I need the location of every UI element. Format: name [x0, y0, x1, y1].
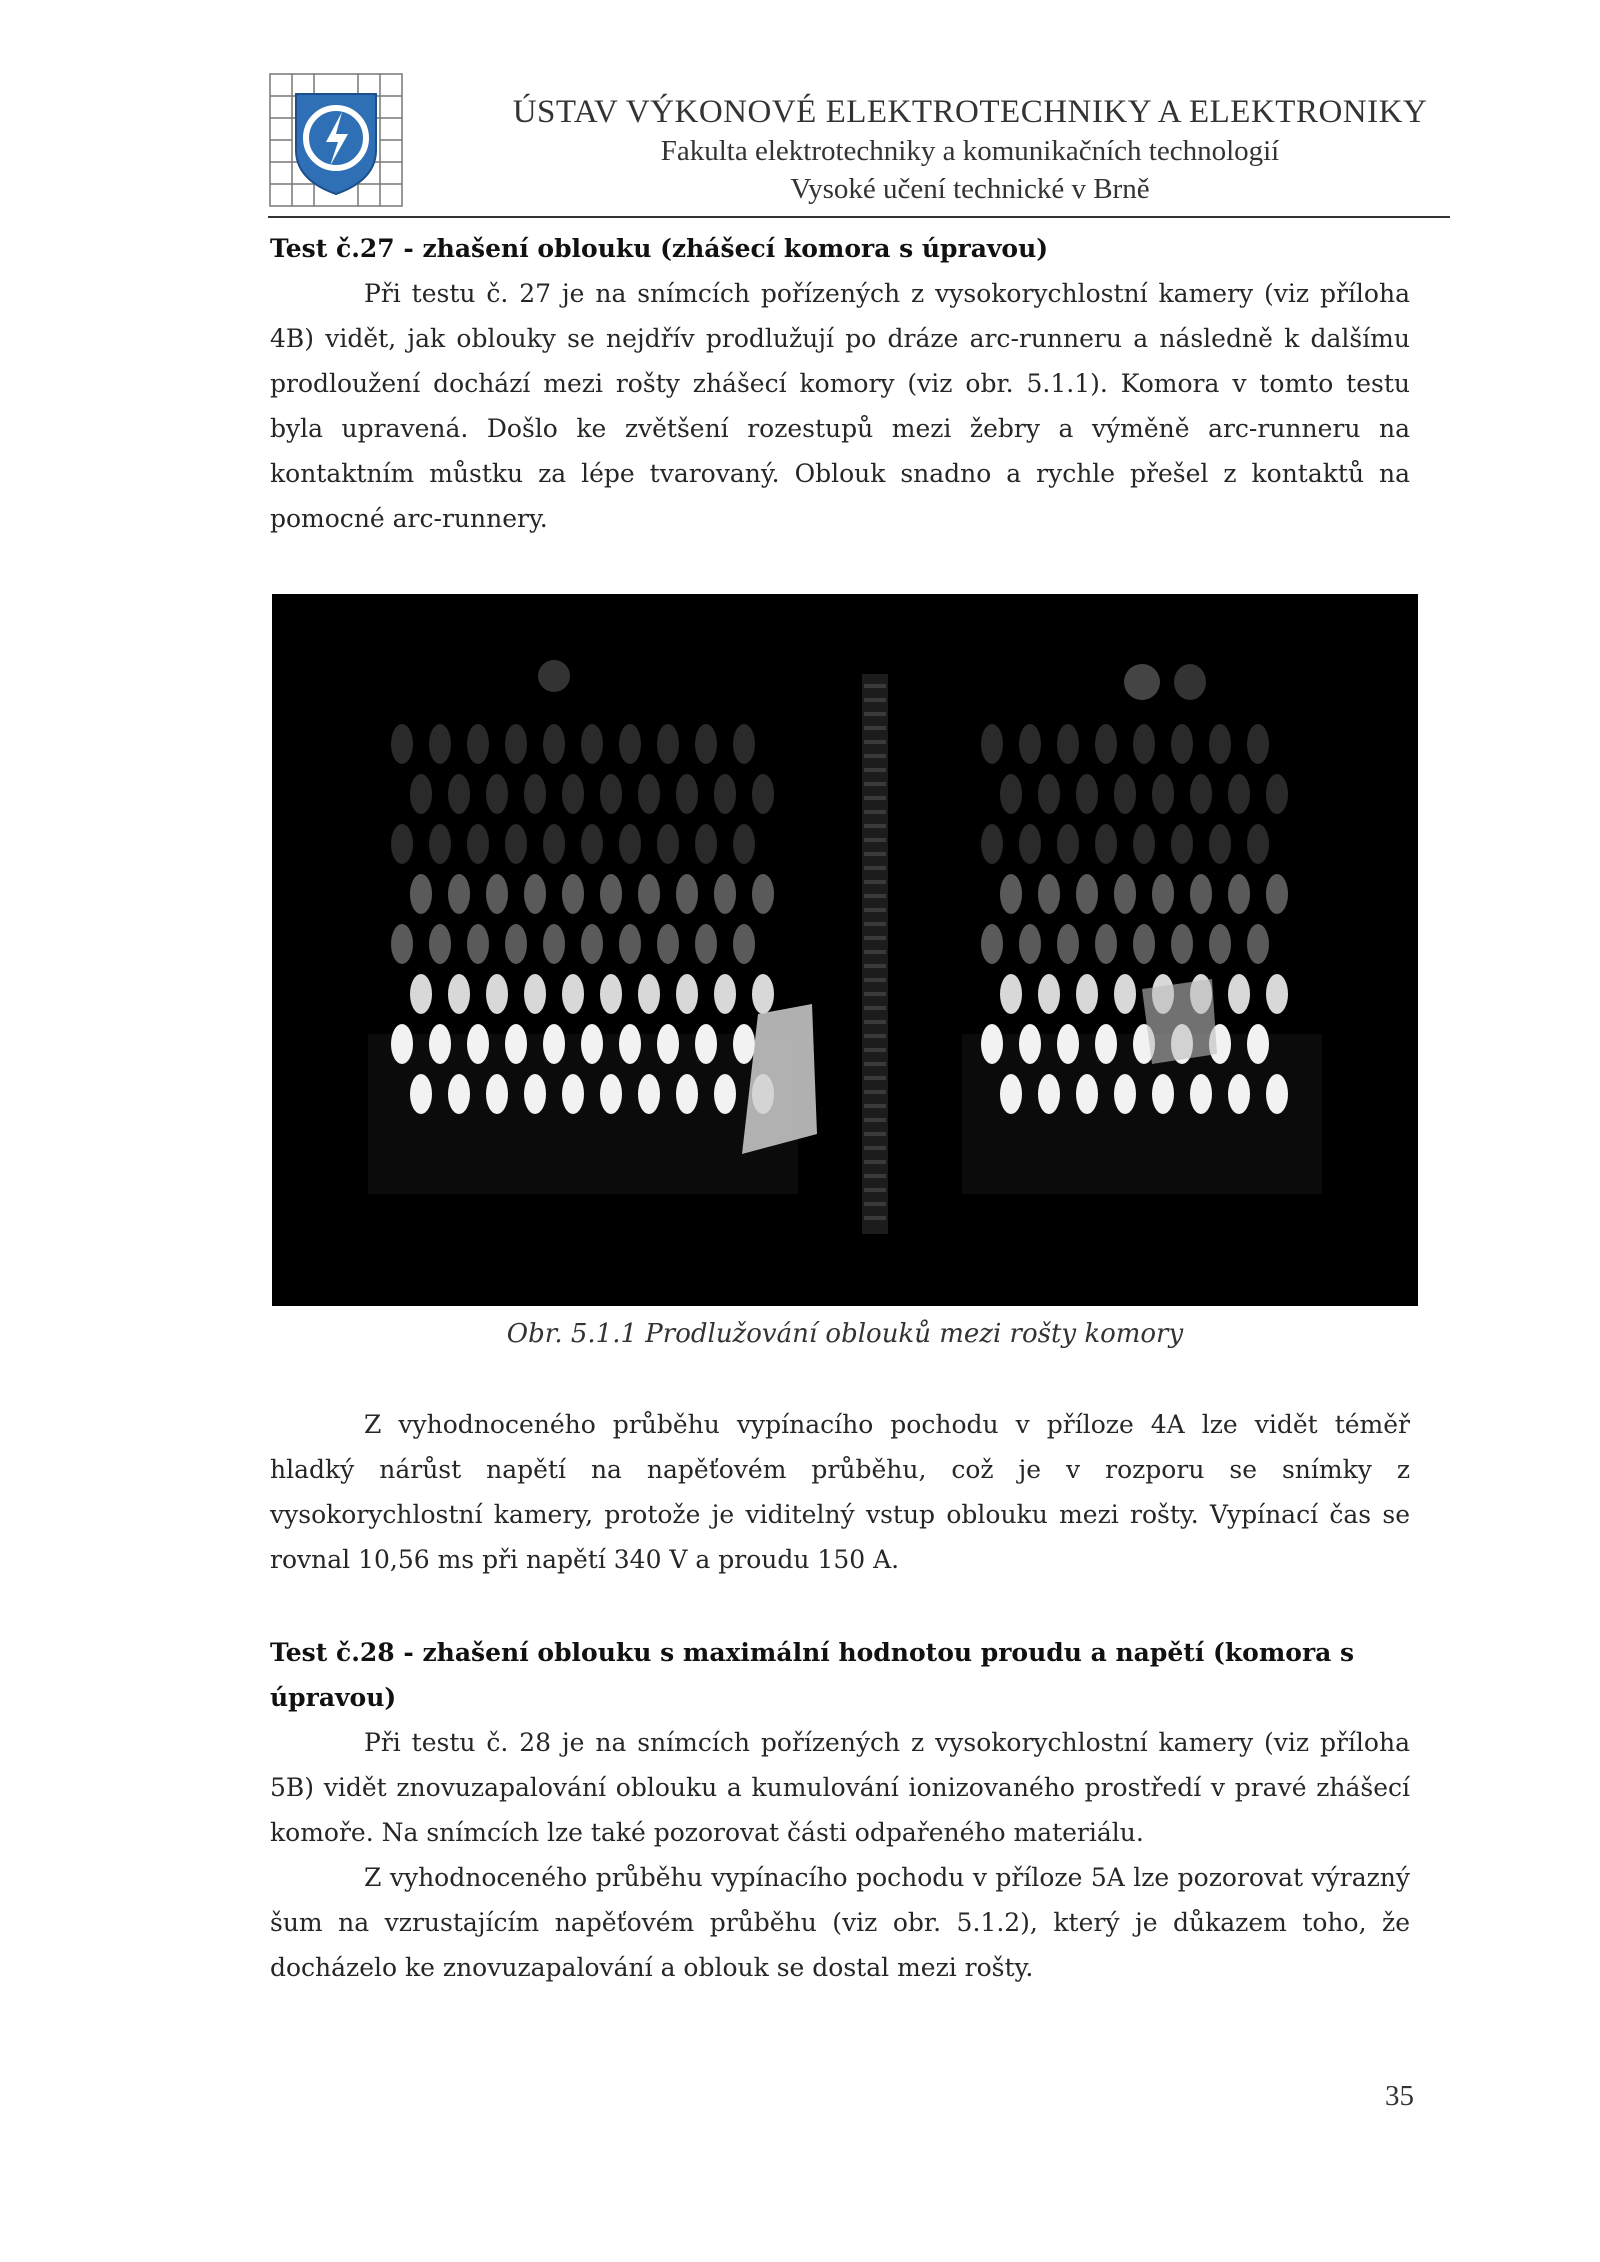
section-test-28: [270, 1630, 1410, 1990]
grid-hole: [1152, 774, 1174, 814]
grid-hole: [1247, 1024, 1269, 1064]
grid-hole: [1057, 1024, 1079, 1064]
grid-hole: [1247, 924, 1269, 964]
grid-hole: [543, 924, 565, 964]
grid-hole: [600, 874, 622, 914]
grid-hole: [429, 1024, 451, 1064]
grid-hole: [391, 924, 413, 964]
grid-hole: [467, 724, 489, 764]
grid-hole: [714, 1074, 736, 1114]
section-test-27-evaluation: [270, 1402, 1410, 1582]
grid-hole: [1190, 874, 1212, 914]
grid-hole: [1133, 824, 1155, 864]
grid-hole: [638, 774, 660, 814]
grid-hole: [486, 1074, 508, 1114]
grid-hole: [1076, 1074, 1098, 1114]
rail-tick: [864, 978, 886, 982]
grid-hole: [676, 974, 698, 1014]
grid-hole: [524, 1074, 546, 1114]
grid-hole: [391, 1024, 413, 1064]
grid-hole: [562, 874, 584, 914]
grid-hole: [1228, 974, 1250, 1014]
rail-tick: [864, 1104, 886, 1108]
grid-hole: [562, 774, 584, 814]
grid-hole: [1133, 724, 1155, 764]
rail-tick: [864, 726, 886, 730]
grid-hole: [1247, 824, 1269, 864]
university-name: Vysoké učení technické v Brně: [790, 173, 1150, 205]
rail-tick: [864, 936, 886, 940]
grid-hole: [752, 974, 774, 1014]
grid-hole: [600, 974, 622, 1014]
grid-hole: [1171, 924, 1193, 964]
grid-hole: [1247, 724, 1269, 764]
rail-tick: [864, 950, 886, 954]
rail-tick: [864, 1048, 886, 1052]
rail-tick: [864, 852, 886, 856]
faculty-name: Fakulta elektrotechniky a komunikačních technologií: [660, 135, 1280, 167]
rail-tick: [864, 1188, 886, 1192]
rail-tick: [864, 1132, 886, 1136]
grid-hole: [543, 724, 565, 764]
grid-hole: [429, 924, 451, 964]
grid-hole: [1209, 724, 1231, 764]
rail-tick: [864, 698, 886, 702]
grid-hole: [448, 774, 470, 814]
grid-hole: [1057, 724, 1079, 764]
grid-hole: [1000, 874, 1022, 914]
rail-tick: [864, 1062, 886, 1066]
grid-hole: [467, 1024, 489, 1064]
grid-hole: [638, 974, 660, 1014]
rail-tick: [864, 810, 886, 814]
grid-hole: [752, 874, 774, 914]
grid-hole: [1266, 1074, 1288, 1114]
grid-hole: [1095, 1024, 1117, 1064]
grid-hole: [657, 924, 679, 964]
section-paragraph: Při testu č. 27 je na snímcích pořízených z vysokorychlostní kamery (viz příloha 4B) vidět, jak oblouky se nejdřív prodlužují po dráze arc-runneru a následně k dalšímu prodloužení dochází mezi rošty zhášecí komory (viz obr. 5.1.1). Komora v tomto testu byla upravená. Došlo ke zvětšení rozestupů mezi žebry a výměně arc-runneru na kontaktním můstku za lépe tvarovaný. Oblouk snadno a rychle přešel z kontaktů na pomocné arc-runnery.: [270, 279, 1410, 533]
grid-hole: [1076, 874, 1098, 914]
grid-hole: [981, 724, 1003, 764]
grid-hole: [562, 974, 584, 1014]
grid-hole: [1095, 824, 1117, 864]
grid-hole: [714, 874, 736, 914]
rail-tick: [864, 866, 886, 870]
grid-hole: [467, 924, 489, 964]
rail-tick: [864, 1146, 886, 1150]
grid-hole: [448, 874, 470, 914]
rail-tick: [864, 922, 886, 926]
rail-tick: [864, 782, 886, 786]
grid-hole: [1114, 874, 1136, 914]
grid-hole: [1190, 1074, 1212, 1114]
grid-hole: [524, 874, 546, 914]
rail-tick: [864, 894, 886, 898]
grid-hole: [657, 724, 679, 764]
grid-hole: [1228, 874, 1250, 914]
header-divider: [268, 216, 1450, 218]
grid-hole: [1171, 724, 1193, 764]
rail-tick: [864, 1216, 886, 1220]
rail-tick: [864, 1034, 886, 1038]
arc-chamber-photo: [272, 594, 1418, 1306]
rail-tick: [864, 992, 886, 996]
grid-hole: [505, 924, 527, 964]
grid-hole: [600, 1074, 622, 1114]
grid-hole: [410, 1074, 432, 1114]
grid-hole: [1114, 1074, 1136, 1114]
logo-shield-icon: [268, 72, 404, 208]
grid-hole: [619, 924, 641, 964]
grid-hole: [1019, 724, 1041, 764]
grid-hole: [1000, 1074, 1022, 1114]
grid-hole: [1152, 1074, 1174, 1114]
grid-hole: [562, 1074, 584, 1114]
grid-hole: [1038, 874, 1060, 914]
rail-tick: [864, 1160, 886, 1164]
rail-tick: [864, 712, 886, 716]
grid-hole: [524, 774, 546, 814]
rail-tick: [864, 838, 886, 842]
grid-hole: [1000, 974, 1022, 1014]
grid-hole: [619, 724, 641, 764]
grid-hole: [1190, 774, 1212, 814]
grid-hole: [505, 1024, 527, 1064]
grid-hole: [1057, 824, 1079, 864]
grid-hole: [429, 824, 451, 864]
section-paragraph: Při testu č. 28 je na snímcích pořízených z vysokorychlostní kamery (viz příloha 5B) vidět znovuzapalování oblouku a kumulování ionizovaného prostředí v pravé zhášecí komoře. Na snímcích lze také pozorovat části odpařeného materiálu.: [270, 1728, 1410, 1847]
rail-tick: [864, 880, 886, 884]
rail-tick: [864, 754, 886, 758]
grid-hole: [543, 1024, 565, 1064]
rail-tick: [864, 768, 886, 772]
figure-photo: [272, 594, 1418, 1306]
header: [420, 92, 1520, 208]
grid-hole: [410, 874, 432, 914]
grid-hole: [1133, 924, 1155, 964]
grid-hole: [429, 724, 451, 764]
grid-hole: [657, 1024, 679, 1064]
rail-tick: [864, 908, 886, 912]
section-paragraph: Z vyhodnoceného průběhu vypínacího pochodu v příloze 5A lze pozorovat výrazný šum na vzrustajícím napěťovém průběhu (viz obr. 5.1.2), který je důkazem toho, že docházelo ke znovuzapalování a oblouk se dostal mezi rošty.: [270, 1863, 1410, 1982]
grid-hole: [676, 774, 698, 814]
grid-hole: [1152, 874, 1174, 914]
grid-hole: [543, 824, 565, 864]
grid-hole: [505, 724, 527, 764]
grid-hole: [733, 924, 755, 964]
rail-tick: [864, 1076, 886, 1080]
section-heading: Test č.28 - zhašení oblouku s maximální hodnotou proudu a napětí (komora s úpravou): [270, 1638, 1355, 1712]
rail-tick: [864, 1118, 886, 1122]
grid-hole: [752, 774, 774, 814]
grid-hole: [1114, 774, 1136, 814]
grid-hole: [1266, 874, 1288, 914]
grid-hole: [581, 1024, 603, 1064]
grid-hole: [391, 824, 413, 864]
grid-hole: [1038, 774, 1060, 814]
grid-hole: [600, 774, 622, 814]
rail-tick: [864, 824, 886, 828]
grid-hole: [695, 1024, 717, 1064]
grid-hole: [1076, 974, 1098, 1014]
section-test-27: [270, 226, 1410, 541]
grid-hole: [486, 774, 508, 814]
grid-hole: [619, 824, 641, 864]
grid-hole: [1209, 924, 1231, 964]
section-heading: Test č.27 - zhašení oblouku (zhášecí komora s úpravou): [270, 234, 1049, 263]
grid-hole: [1095, 724, 1117, 764]
grid-hole: [1095, 924, 1117, 964]
grid-hole: [695, 724, 717, 764]
grid-hole: [733, 824, 755, 864]
grid-hole: [714, 974, 736, 1014]
grid-hole: [1228, 774, 1250, 814]
rail-tick: [864, 1020, 886, 1024]
grid-hole: [676, 1074, 698, 1114]
rail-tick: [864, 684, 886, 688]
grid-hole: [1209, 824, 1231, 864]
grid-hole: [981, 1024, 1003, 1064]
grid-hole: [1228, 1074, 1250, 1114]
grid-hole: [1114, 974, 1136, 1014]
institute-name: ÚSTAV VÝKONOVÉ ELEKTROTECHNIKY A ELEKTRONIKY: [512, 94, 1428, 130]
rail-tick: [864, 1006, 886, 1010]
grid-hole: [486, 874, 508, 914]
grid-hole: [410, 974, 432, 1014]
grid-hole: [733, 1024, 755, 1064]
grid-hole: [1019, 824, 1041, 864]
grid-hole: [695, 824, 717, 864]
grid-hole: [486, 974, 508, 1014]
page-number: 35: [1385, 2080, 1414, 2112]
grid-hole: [448, 974, 470, 1014]
grid-hole: [638, 1074, 660, 1114]
grid-hole: [524, 974, 546, 1014]
university-logo: [268, 72, 404, 208]
grid-hole: [638, 874, 660, 914]
grid-hole: [1057, 924, 1079, 964]
grid-hole: [695, 924, 717, 964]
grid-hole: [1019, 924, 1041, 964]
grid-hole: [505, 824, 527, 864]
grid-hole: [391, 724, 413, 764]
grid-hole: [1266, 774, 1288, 814]
grid-hole: [714, 774, 736, 814]
grid-hole: [1038, 974, 1060, 1014]
grid-hole: [1076, 774, 1098, 814]
rail-tick: [864, 1202, 886, 1206]
grid-hole: [676, 874, 698, 914]
grid-hole: [581, 724, 603, 764]
grid-hole: [467, 824, 489, 864]
evaluation-paragraph: Z vyhodnoceného průběhu vypínacího pochodu v příloze 4A lze vidět téměř hladký nárůst napětí na napěťovém průběhu, což je v rozporu se snímky z vysokorychlostní kamery, protože je viditelný vstup oblouku mezi rošty. Vypínací čas se rovnal 10,56 ms při napětí 340 V a proudu 150 A.: [270, 1410, 1410, 1574]
rail-tick: [864, 964, 886, 968]
grid-hole: [581, 924, 603, 964]
rail-tick: [864, 740, 886, 744]
grid-hole: [657, 824, 679, 864]
grid-hole: [733, 724, 755, 764]
rail-tick: [864, 1174, 886, 1178]
grid-hole: [981, 824, 1003, 864]
grid-hole: [1000, 774, 1022, 814]
figure-caption: Obr. 5.1.1 Prodlužování oblouků mezi rošty komory: [506, 1319, 1184, 1349]
grid-hole: [619, 1024, 641, 1064]
grid-hole: [581, 824, 603, 864]
rail-tick: [864, 1090, 886, 1094]
grid-hole: [1019, 1024, 1041, 1064]
rail-tick: [864, 796, 886, 800]
grid-hole: [1266, 974, 1288, 1014]
grid-hole: [410, 774, 432, 814]
grid-hole: [448, 1074, 470, 1114]
grid-hole: [1171, 824, 1193, 864]
grid-hole: [1038, 1074, 1060, 1114]
grid-hole: [981, 924, 1003, 964]
